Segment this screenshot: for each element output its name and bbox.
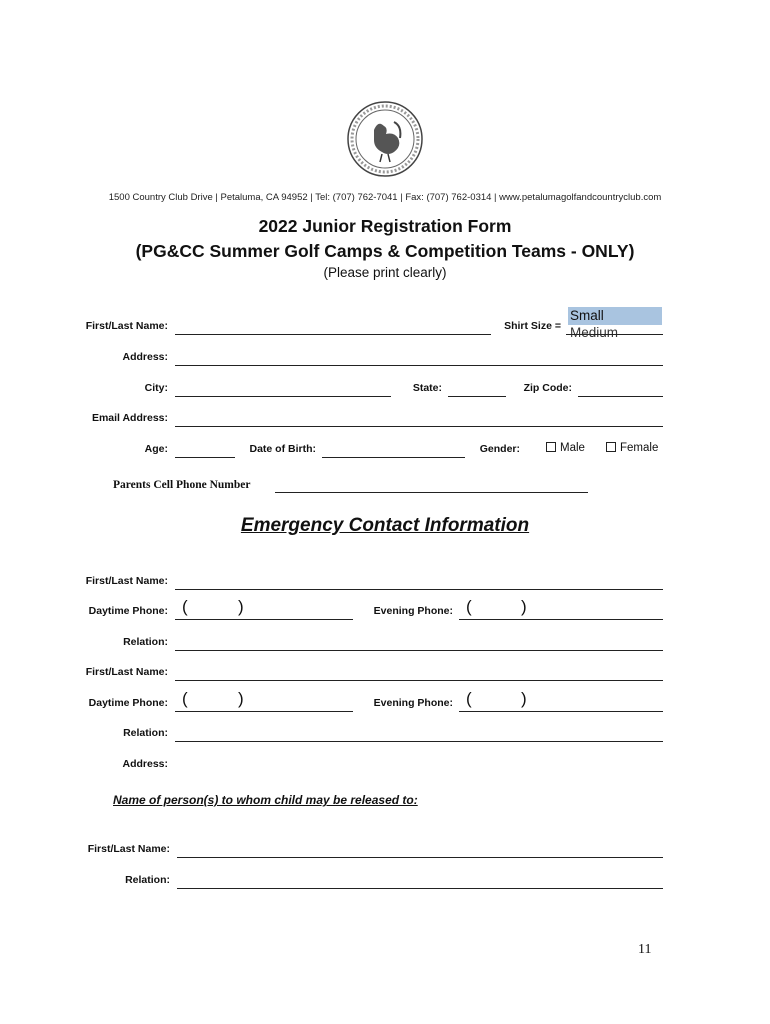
emergency-heading: Emergency Contact Information xyxy=(240,515,530,536)
page-number: 11 xyxy=(638,942,652,957)
emergency-1-daytime-label: Daytime Phone: xyxy=(88,605,168,617)
form-subtitle: (PG&CC Summer Golf Camps & Competition Teams - ONLY) xyxy=(135,241,635,261)
city-label: City: xyxy=(144,382,168,394)
state-field[interactable] xyxy=(448,396,506,397)
shirt-size-line xyxy=(566,334,663,335)
emergency-1-relation-field[interactable] xyxy=(175,650,663,651)
emergency-1-relation-label: Relation: xyxy=(123,636,168,648)
address-field[interactable] xyxy=(175,365,663,366)
release-relation-field[interactable] xyxy=(177,888,663,889)
name-field[interactable] xyxy=(175,334,491,335)
emergency-1-daytime-field[interactable] xyxy=(175,619,353,620)
parents-phone-label: Parents Cell Phone Number xyxy=(113,479,251,491)
release-name-label: First/Last Name: xyxy=(87,843,170,855)
male-label: Male xyxy=(560,442,585,454)
paren-open: ( xyxy=(466,597,472,616)
age-field[interactable] xyxy=(175,457,235,458)
female-label: Female xyxy=(620,442,659,454)
female-checkbox[interactable] xyxy=(606,442,616,452)
emergency-2-daytime-label: Daytime Phone: xyxy=(88,697,168,709)
zip-field[interactable] xyxy=(578,396,663,397)
emergency-1-name-label: First/Last Name: xyxy=(85,575,168,587)
paren-close: ) xyxy=(521,689,527,708)
paren-open: ( xyxy=(182,597,188,616)
age-label: Age: xyxy=(144,443,168,455)
city-field[interactable] xyxy=(175,396,391,397)
emergency-2-relation-label: Relation: xyxy=(123,727,168,739)
emergency-2-daytime-field[interactable] xyxy=(175,711,353,712)
shirt-size-next-option: Medium xyxy=(570,325,619,340)
address-label: Address: xyxy=(122,351,168,363)
state-label: State: xyxy=(412,382,442,394)
gender-label: Gender: xyxy=(479,443,520,455)
release-heading: Name of person(s) to whom child may be released to: xyxy=(113,793,418,807)
email-label: Email Address: xyxy=(91,412,168,424)
paren-close: ) xyxy=(238,689,244,708)
shirt-size-label: Shirt Size = xyxy=(504,320,561,332)
paren-close: ) xyxy=(238,597,244,616)
emergency-2-evening-field[interactable] xyxy=(459,711,663,712)
emergency-2-relation-field[interactable] xyxy=(175,741,663,742)
emergency-1-evening-field[interactable] xyxy=(459,619,663,620)
emergency-1-evening-label: Evening Phone: xyxy=(373,605,453,617)
email-field[interactable] xyxy=(175,426,663,427)
emergency-2-name-label: First/Last Name: xyxy=(85,666,168,678)
club-logo xyxy=(346,100,424,178)
emergency-2-evening-label: Evening Phone: xyxy=(373,697,453,709)
release-name-field[interactable] xyxy=(177,857,663,858)
zip-label: Zip Code: xyxy=(523,382,572,394)
print-clearly-note: (Please print clearly) xyxy=(323,265,447,280)
paren-open: ( xyxy=(466,689,472,708)
emergency-1-name-field[interactable] xyxy=(175,589,663,590)
name-label: First/Last Name: xyxy=(85,320,168,332)
gender-male-option[interactable] xyxy=(546,442,585,454)
shirt-size-select[interactable] xyxy=(568,307,662,340)
gender-female-option[interactable] xyxy=(606,442,658,454)
release-relation-label: Relation: xyxy=(125,874,170,886)
form-title: 2022 Junior Registration Form xyxy=(258,216,512,236)
emergency-2-name-field[interactable] xyxy=(175,680,663,681)
paren-close: ) xyxy=(521,597,527,616)
parents-phone-field[interactable] xyxy=(275,492,588,493)
dob-field[interactable] xyxy=(322,457,465,458)
emergency-address-label: Address: xyxy=(122,758,168,770)
dob-label: Date of Birth: xyxy=(249,443,316,455)
shirt-size-value: Small xyxy=(570,308,604,323)
paren-open: ( xyxy=(182,689,188,708)
male-checkbox[interactable] xyxy=(546,442,556,452)
club-address-line: 1500 Country Club Drive | Petaluma, CA 94952 | Tel: (707) 762-7041 | Fax: (707) 762-0314 | www.petalumagolfandcountryclub.com xyxy=(108,192,662,203)
